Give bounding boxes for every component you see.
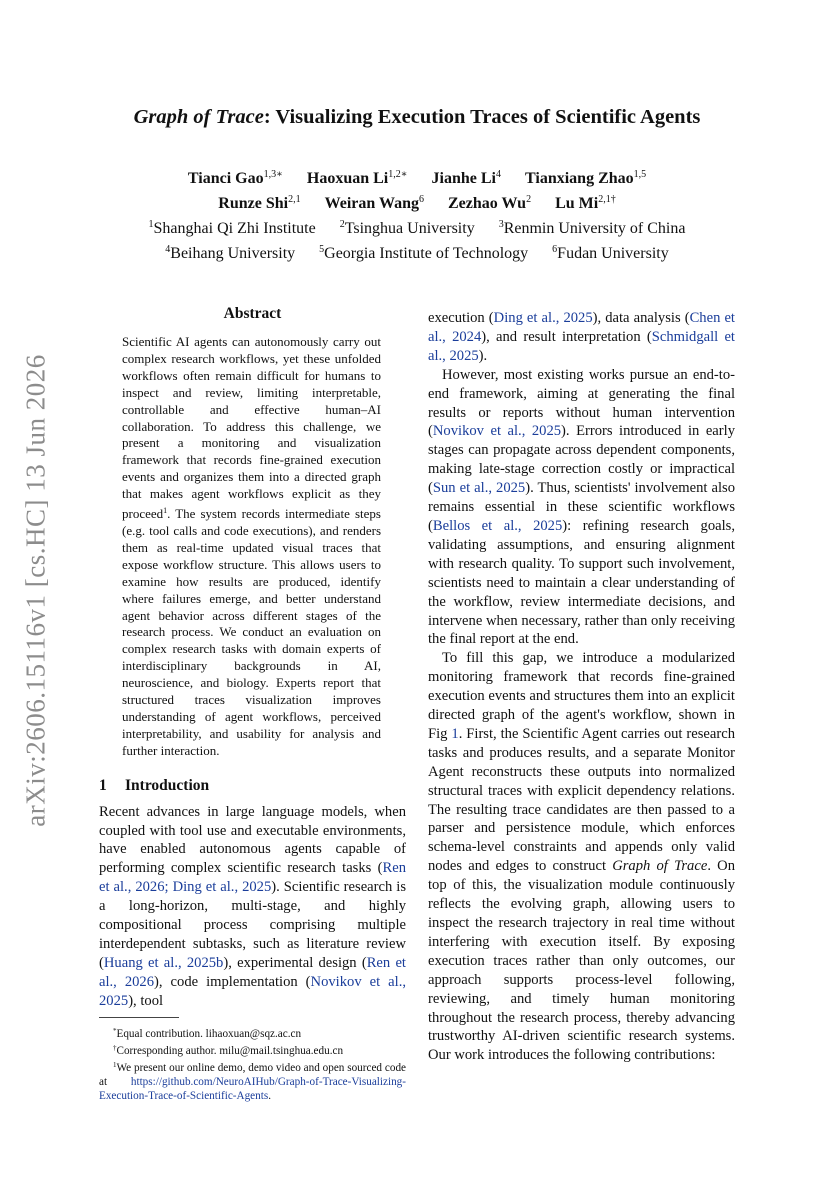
footnotes (99, 1024, 406, 1103)
affiliation-row-2 (0, 239, 834, 264)
footnote-3 (99, 1058, 406, 1103)
author-sup: 2 (526, 194, 532, 205)
body-text: Recent advances in large language models, when coupled with tool use and executable environments, have enabled autonomous agents capable of performing complex scientific research tasks ( (99, 803, 406, 877)
code-link[interactable]: https://github.com/NeuroAIHub/Graph-of-Trace-Visualizing-Execution-Trace-of-Scientific-Agents (99, 1075, 406, 1102)
footnote-1 (99, 1024, 406, 1041)
footnote-mark: * (113, 1026, 117, 1035)
citation-link[interactable]: Ren et al., 2026 (99, 954, 406, 990)
affiliation-sup: 2 (339, 219, 345, 230)
section-heading-introduction (99, 777, 406, 795)
abstract-text-b: . The system records intermediate steps (e.g. tool calls and code executions), and renders them as real-time updated visual traces that expose workflow structure. This allows users to examine how results are produced, identify where failures emerge, and better understand agent behavior across different stages of the research process. We conduct an evaluation on complex research tasks with domain experts of interdisciplinary backgrounds in AI, neuroscience, and biology. Experts report that structured traces visualization improves understanding of agent workflows, perceived interpretability, and usability for analysis and further interaction. (122, 506, 381, 758)
affiliation-name: Beihang University (170, 245, 296, 262)
citation-link[interactable]: Huang et al., 2025b (103, 954, 224, 971)
abstract-text-a: Scientific AI agents can autonomously carry out complex research workflows, yet these unfolded workflows often remain difficult for humans to inspect and review, limiting interpretable, controllable and effective human–AI collaboration. To address this challenge, we present a monitoring and visualization framework that records fine-grained execution events and organizes them into a directed graph that makes agent workflows explicit as they proceed (122, 334, 381, 522)
affiliation-name: Fudan University (557, 245, 669, 262)
right-paragraph-2 (428, 366, 735, 650)
author-name: Weiran Wang (324, 195, 419, 212)
body-text: However, most existing works pursue an end-to-end framework, aiming at generating the final results or reports without human intervention ( (428, 366, 735, 440)
body-text: execution ( (428, 310, 494, 326)
section-number: 1 (99, 776, 107, 794)
affiliation-sup: 5 (319, 244, 325, 255)
affiliation-sup: 4 (165, 244, 171, 255)
body-text: . First, the Scientific Agent carries out research tasks and produces results, and a separate Monitor Agent reconstructs these outputs into normalized structural traces with explicit dependency relations. The resulting trace candidates are then passed to a parser and persistence module, which enforces schema-level constraints and appends only valid nodes and edges to construct (428, 725, 735, 875)
right-column (428, 309, 735, 1065)
footnote-2 (99, 1041, 406, 1058)
affiliation-sup: 6 (552, 244, 558, 255)
author-sup: 1,5 (633, 169, 647, 180)
body-text: To fill this gap, we introduce a modularized monitoring framework that records fine-grained execution events and structures them into an explicit directed graph of the agent's workflow, shown in Fig (428, 650, 735, 742)
abstract-heading: Abstract (223, 305, 282, 322)
author-name: Runze Shi (218, 195, 289, 212)
arxiv-stamp (16, 346, 56, 834)
figure-link[interactable]: 1 (451, 725, 459, 742)
abstract-body (122, 334, 381, 760)
footnote-text: Corresponding author. milu@mail.tsinghua.edu.cn (116, 1044, 344, 1057)
body-text: ). Thus, scientists' involvement also remains essential in these scientific workflows ( (428, 480, 735, 534)
affiliation-name: Renmin University of China (503, 220, 686, 237)
footnote-mark: 1 (113, 1060, 117, 1069)
author-name: Tianci Gao (187, 170, 264, 187)
citation-link[interactable]: Ren et al., 2026; Ding et al., 2025 (99, 860, 406, 896)
footnote-mark: † (113, 1043, 117, 1052)
author-sup: 2,1 (288, 194, 301, 205)
footnote-rule (99, 1017, 179, 1018)
author-row-2 (0, 189, 834, 214)
paper-title-rest: : Visualizing Execution Traces of Scientific Agents (263, 106, 701, 128)
author-name: Jianhe Li (431, 170, 496, 187)
author-name: Tianxiang Zhao (525, 170, 634, 187)
affiliation-name: Georgia Institute of Technology (324, 245, 529, 262)
affiliation-name: Shanghai Qi Zhi Institute (153, 220, 316, 237)
body-text-italic: Graph of Trace (612, 858, 708, 875)
paper-title (0, 106, 834, 129)
author-sup: 2,1† (598, 194, 616, 205)
body-text: ), and result interpretation ( (481, 328, 652, 345)
author-sup: 6 (418, 194, 424, 205)
body-text: ), experimental design ( (223, 954, 367, 971)
author-row-1 (0, 164, 834, 189)
citation-link[interactable]: Bellos et al., 2025 (432, 517, 563, 534)
body-text: ), data analysis ( (592, 310, 690, 326)
affiliation-row-1 (0, 214, 834, 239)
author-sup: 1,2∗ (388, 169, 408, 180)
footnote-mark: 1 (163, 506, 168, 516)
affiliation-name: Tsinghua University (344, 220, 475, 237)
citation-link[interactable]: Novikov et al., 2025 (432, 423, 562, 440)
citation-link[interactable]: Novikov et al., 2025 (99, 973, 406, 1009)
author-block (0, 164, 834, 264)
author-sup: 4 (496, 169, 501, 180)
body-text: ). (478, 347, 488, 364)
footnote-text: Equal contribution. lihaoxuan@sqz.ac.cn (116, 1027, 302, 1040)
affiliation-sup: 3 (498, 219, 504, 230)
author-sup: 1,3∗ (263, 169, 283, 180)
author-name: Lu Mi (555, 195, 599, 212)
footnote-text: . (268, 1089, 272, 1102)
body-text: ), tool (128, 992, 164, 1009)
author-name: Zezhao Wu (447, 195, 527, 212)
section-title: Introduction (125, 776, 210, 794)
intro-paragraph-1 (99, 803, 406, 1011)
left-column (99, 305, 406, 1103)
body-text: ). Errors introduced in early stages can propagate across dependent components, making late-stage correction costly or impractical ( (428, 423, 736, 497)
body-text: ), code implementation ( (154, 973, 311, 990)
arxiv-stamp-text: arXiv:2606.15116v1 [cs.HC] 13 Jun 2026 (20, 353, 51, 827)
body-text: ). Scientific research is a long-horizon, multi-stage, and highly compositional process comprising multiple interdependent subtasks, such as literature review ( (99, 879, 406, 971)
citation-link[interactable]: Sun et al., 2025 (432, 480, 526, 497)
affiliation-sup: 1 (148, 219, 154, 230)
citation-link[interactable]: Chen et al., 2024 (428, 310, 735, 345)
right-paragraph-1 (428, 309, 735, 366)
citation-link[interactable]: Schmidgall et al., 2025 (428, 328, 735, 364)
paper-title-italic: Graph of Trace (133, 106, 264, 128)
citation-link[interactable]: Ding et al., 2025 (493, 310, 593, 326)
right-paragraph-3 (428, 649, 735, 1065)
body-text: ): refining research goals, validating assumptions, and ensuring alignment with research quality. To support such involvement, scientists need to maintain a clear understanding of the workflow, review intermediate decisions, and intervene when necessary, rather than only receiving the final report at the end. (428, 517, 735, 648)
author-name: Haoxuan Li (306, 170, 389, 187)
body-text: . On top of this, the visualization module continuously reflects the evolving graph, allowing users to inspect the research trajectory in real time without interfering with execution itself. By exposing execution traces rather than only outcomes, our approach supports process-level following, reviewing, and timely human monitoring throughout the research process, thereby advancing trustworthy AI-driven scientific research systems. Our work introduces the following contributions: (428, 858, 735, 1064)
footnote-text: We present our online demo, demo video and open sourced code at (99, 1061, 406, 1088)
